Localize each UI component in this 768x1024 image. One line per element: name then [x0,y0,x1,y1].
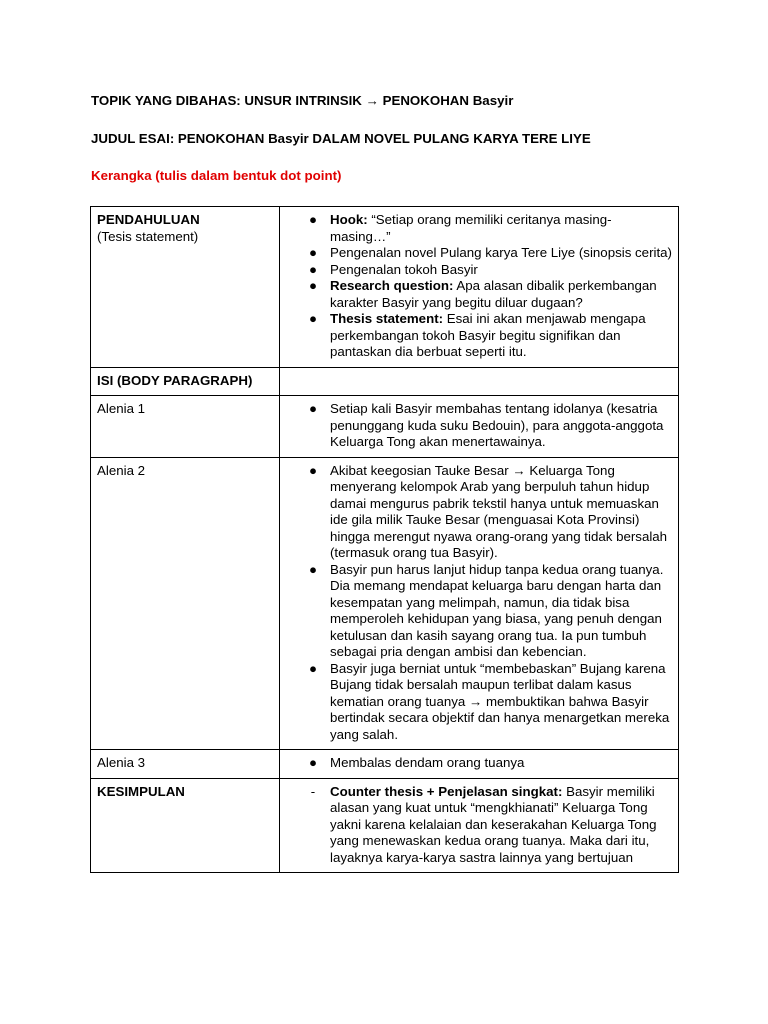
cell-pendahuluan-points [280,207,679,368]
outline-point [286,311,672,361]
point-text: Pengenalan novel Pulang karya Tere Liye (sinopsis cerita) [330,245,672,260]
cell-alenia-1-label [91,396,280,458]
point-text: Esai ini akan menjawab mengapa perkembangan tokoh Basyir begitu signifikan dan pantaskan dia berbuat seperti itu. [330,311,646,359]
cell-kesimpulan-label [91,778,280,873]
point-text: Membalas dendam orang tuanya [330,755,525,770]
topic-line: TOPIK YANG DIBAHAS: UNSUR INTRINSIK → PENOKOHAN Basyir [91,93,514,108]
outline-point [286,562,672,661]
point-lead: Research question: [330,278,454,293]
cell-alenia-1-points [280,396,679,458]
row-pendahuluan [91,207,679,368]
alenia-1-points [286,401,672,451]
row-alenia-1 [91,396,679,458]
bullet-icon: ● [308,462,318,478]
point-text: Basyir pun harus lanjut hidup tanpa kedua orang tuanya. Dia memang mendapat keluarga baru dengan harta dan kesempatan yang melimpah, namun, dia tidak bisa memperoleh kehidupan yang biasa, yang penuh dengan ketulusan dan kasih sayang orang tua. Ia pun tumbuh sebagai pria dengan ambisi dan kebencian. [330,561,664,659]
pendahuluan-sublabel: (Tesis statement) [97,228,199,244]
point-text: Basyir juga berniat untuk “membebaskan” Bujang karena Bujang tidak bersalah maupun terlibat dalam kasus kematian orang tuanya → membuktikan bahwa Basyir bertindak secara objektif dan hanya menargetkan mereka yang salah. [330,660,670,742]
isi-label: ISI (BODY PARAGRAPH) [97,372,253,388]
cell-alenia-2-points [280,457,679,750]
cell-alenia-3-label [91,750,280,779]
cell-isi-label [91,367,280,396]
cell-alenia-2-label [91,457,280,750]
outline-table [90,206,679,873]
alenia-3-points [286,755,672,772]
outline-point [286,784,672,867]
alenia-1-label: Alenia 1 [97,401,146,416]
bullet-icon: ● [308,245,318,260]
cell-kesimpulan-points [280,778,679,873]
alenia-2-label: Alenia 2 [97,462,146,478]
bullet-icon: ● [308,311,318,326]
outline-point [286,278,672,311]
pendahuluan-points [286,212,672,361]
point-lead: Hook: [330,212,368,227]
cell-pendahuluan-label [91,207,280,368]
kesimpulan-label: KESIMPULAN [97,783,185,799]
outline-point [286,661,672,744]
bullet-icon: ● [308,278,318,293]
row-isi [91,367,679,396]
outline-point [286,401,672,451]
point-text: Setiap kali Basyir membahas tentang idolanya (kesatria penunggang kuda suku Bedouin), para anggota-anggota Keluarga Tong akan menertawainya. [330,401,664,449]
bullet-icon: ● [308,212,318,227]
outline-heading: Kerangka (tulis dalam bentuk dot point) [91,168,342,183]
row-alenia-3 [91,750,679,779]
row-alenia-2 [91,457,679,750]
bullet-icon: ● [308,401,318,416]
alenia-2-points [286,463,672,744]
outline-point [286,755,672,772]
essay-title-line: JUDUL ESAI: PENOKOHAN Basyir DALAM NOVEL PULANG KARYA TERE LIYE [91,131,591,146]
cell-isi-empty [280,367,679,396]
point-text: Pengenalan tokoh Basyir [330,261,478,277]
bullet-icon: ● [308,755,318,770]
point-text: “Setiap orang memiliki ceritanya masing-masing…” [330,212,612,244]
cell-alenia-3-points [280,750,679,779]
point-text: Akibat keegosian Tauke Besar → Keluarga Tong menyerang kelompok Arab yang berpuluh tahun hidup damai mengurus pabrik tekstil hanya untuk memuaskan ide gila milik Tauke Besar (menguasai Kota Provinsi) hingga merengut nyawa orang-orang yang tidak bersalah (termasuk orang tua Basyir). [330,462,668,560]
outline-point [286,463,672,562]
alenia-3-label: Alenia 3 [97,755,146,770]
bullet-icon: ● [308,561,318,577]
point-lead: Counter thesis + Penjelasan singkat: [330,783,563,799]
bullet-icon: ● [308,660,318,676]
point-text: Apa alasan dibalik perkembangan karakter Basyir yang begitu diluar dugaan? [330,278,657,310]
pendahuluan-label: PENDAHULUAN [97,212,200,227]
outline-point [286,245,672,262]
dash-icon: - [310,783,316,799]
outline-point [286,212,672,245]
outline-point [286,262,672,279]
kesimpulan-points [286,784,672,867]
point-lead: Thesis statement: [330,311,444,326]
bullet-icon: ● [308,261,318,277]
row-kesimpulan [91,778,679,873]
point-text: Basyir memiliki alasan yang kuat untuk “mengkhianati” Keluarga Tong yakni karena kelalaian dan keserakahan Keluarga Tong yang menewaskan kedua orang tuanya. Maka dari itu, layaknya karya-karya sastra lainnya yang bertujuan [330,783,657,865]
